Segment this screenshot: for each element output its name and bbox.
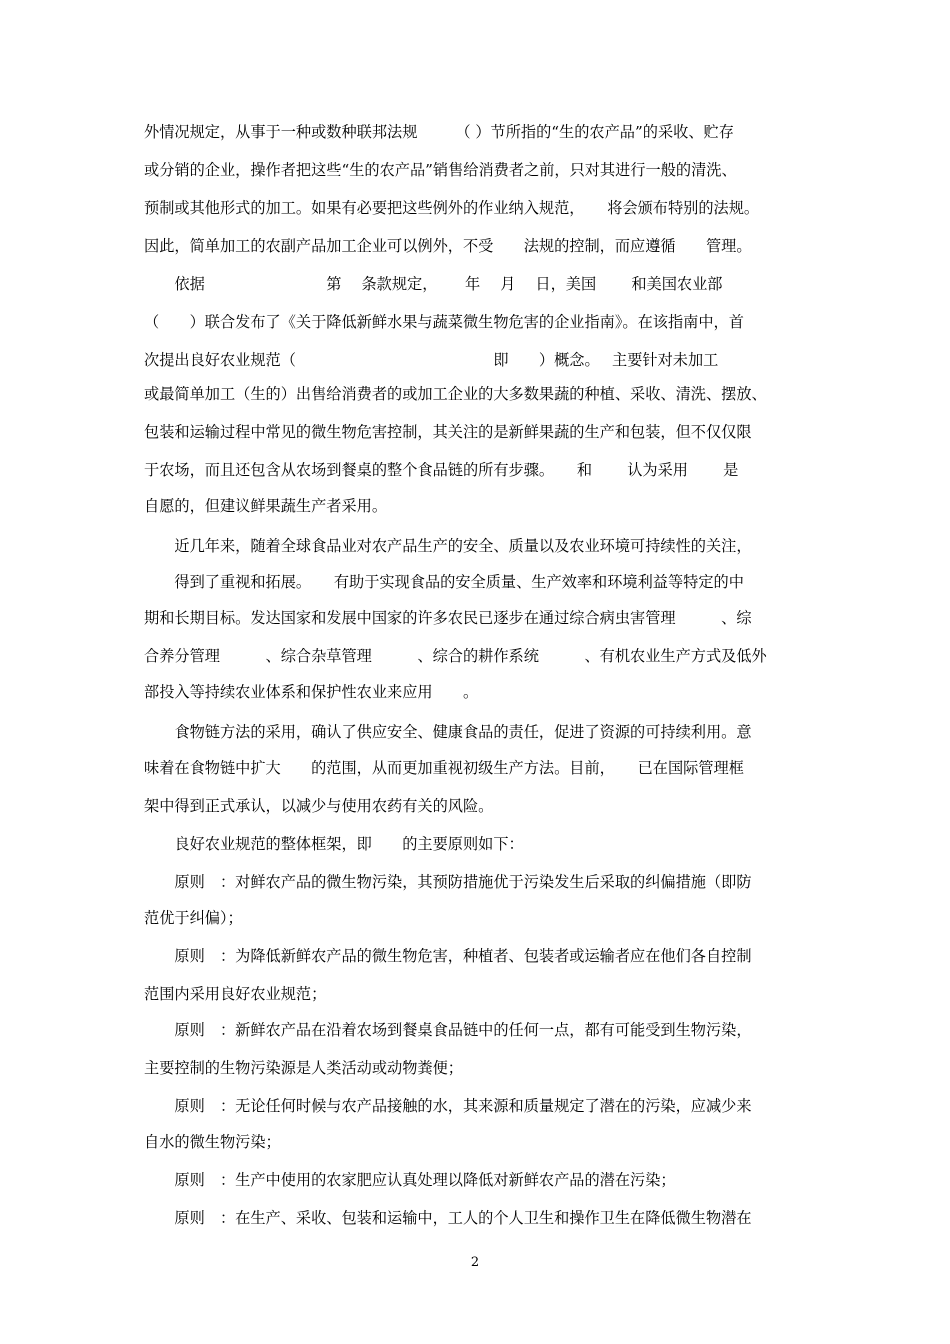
page-number: 2 [470,1255,480,1270]
text-line: 原则 ：生产中使用的农家肥应认真处理以降低对新鲜农产品的潜在污染； [144,1171,676,1189]
text-line: 于农场，而且还包含从农场到餐桌的整个食品链的所有步骤。 和 认为采用 是 [144,461,739,479]
text-line: 预制或其他形式的加工。如果有必要把这些例外的作业纳入规范， 将会颁布特别的法规。 [144,199,760,217]
text-line: 包装和运输过程中常见的微生物危害控制，其关注的是新鲜果蔬的生产和包装，但不仅仅限 [144,423,752,441]
text-line: 原则 ：对鲜农产品的微生物污染，其预防措施优于污染发生后采取的纠偏措施（即防 [144,873,752,891]
text-line: 范围内采用良好农业规范； [144,985,327,1003]
text-line: 范优于纠偏）； [144,909,243,927]
text-line: 或最简单加工（生的）出售给消费者的或加工企业的大多数果蔬的种植、采收、清洗、摆放、 [144,385,767,403]
text-line: 外情况规定，从事于一种或数种联邦法规 （ ）节所指的“生的农产品”的采收、贮存 [144,123,734,141]
text-line: 自水的微生物污染； [144,1133,281,1151]
text-line: 因此，简单加工的农副产品加工企业可以例外，不受 法规的控制，而应遵循 管理。 [144,237,752,255]
text-line: 期和长期目标。发达国家和发展中国家的许多农民已逐步在通过综合病虫害管理 、综 [144,609,752,627]
text-line: 原则 ：新鲜农产品在沿着农场到餐桌食品链中的任何一点，都有可能受到生物污染， [144,1021,752,1039]
text-line: 依据 第 条款规定， 年 月 日，美国 和美国农业部 [144,275,723,293]
text-line: 原则 ：在生产、采收、包装和运输中，工人的个人卫生和操作卫生在降低微生物潜在 [144,1209,752,1227]
text-line: 近几年来，随着全球食品业对农产品生产的安全、质量以及农业环境可持续性的关注， [144,537,752,555]
text-line: 食物链方法的采用，确认了供应安全、健康食品的责任，促进了资源的可持续利用。意 [144,723,752,741]
text-line: 部投入等持续农业体系和保护性农业来应用 。 [144,683,479,701]
text-line: 得到了重视和拓展。 有助于实现食品的安全质量、生产效率和环境利益等特定的中 [144,573,744,591]
text-line: 合养分管理 、综合杂草管理 、综合的耕作系统 、有机农业生产方式及低外 [144,647,767,665]
text-line: 原则 ：为降低新鲜农产品的微生物危害，种植者、包装者或运输者应在他们各自控制 [144,947,752,965]
text-line: 架中得到正式承认，以减少与使用农药有关的风险。 [144,797,494,815]
text-line: 或分销的企业，操作者把这些“生的农产品”销售给消费者之前，只对其进行一般的清洗、 [144,161,737,179]
text-line: 原则 ：无论任何时候与农产品接触的水，其来源和质量规定了潜在的污染，应减少来 [144,1097,752,1115]
text-line: （ ）联合发布了《关于降低新鲜水果与蔬菜微生物危害的企业指南》。在该指南中，首 [144,313,744,331]
text-line: 良好农业规范的整体框架，即 的主要原则如下： [144,835,524,853]
text-line: 次提出良好农业规范（ 即 ）概念。 主要针对未加工 [144,351,719,369]
text-line: 味着在食物链中扩大 的范围，从而更加重视初级生产方法。目前， 已在国际管理框 [144,759,744,777]
text-line: 自愿的，但建议鲜果蔬生产者采用。 [144,497,387,515]
text-line: 主要控制的生物污染源是人类活动或动物粪便； [144,1059,463,1077]
